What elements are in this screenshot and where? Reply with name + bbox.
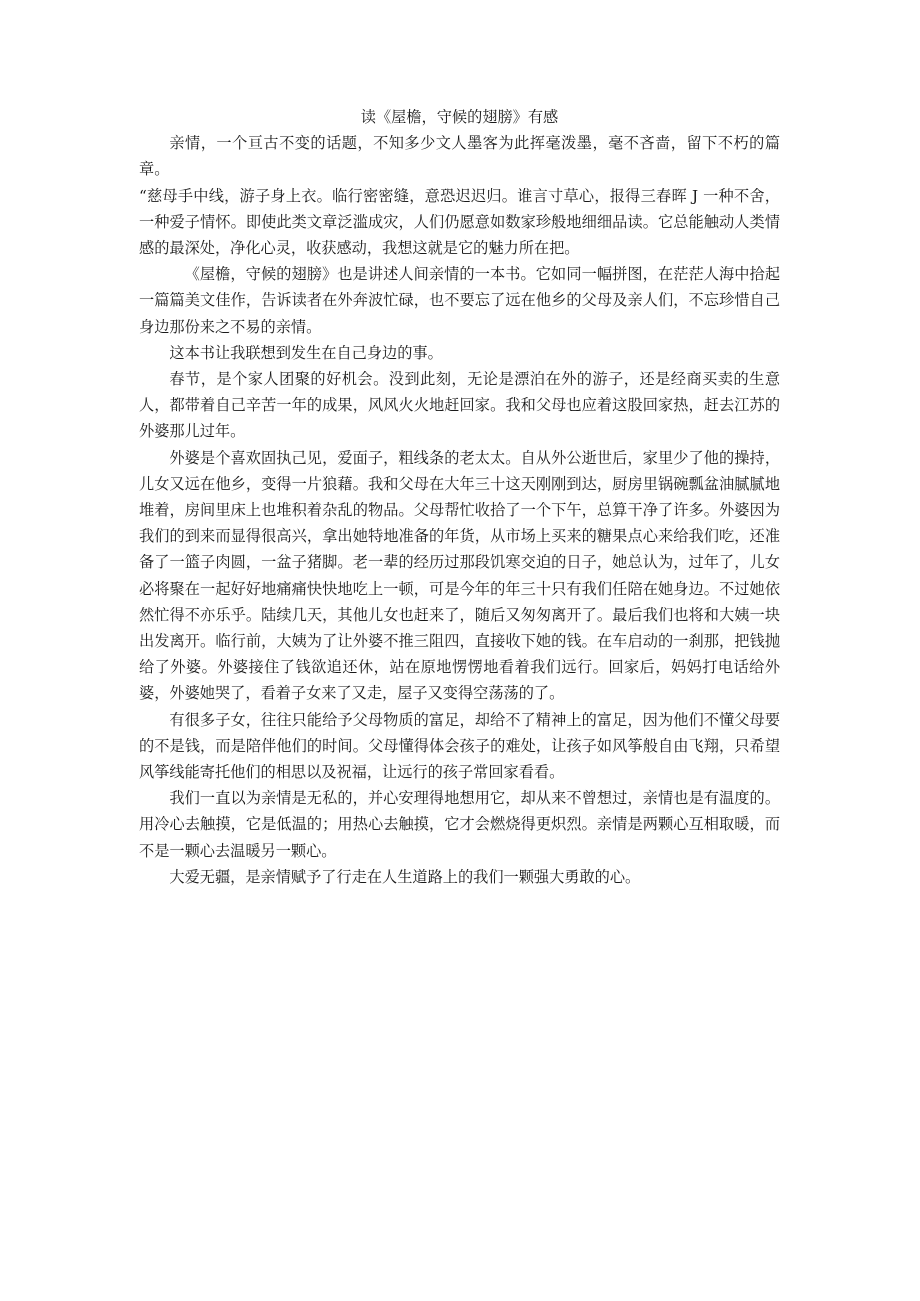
paragraph-2: “慈母手中线，游子身上衣。临行密密缝，意恐迟迟归。谁言寸草心，报得三春晖 J 一种不舍，一种爱子情怀。即使此类文章泛滥成灾，人们仍愿意如数家珍般地细细品读。它总能触动人类情感的最深处，净化心灵，收获感动，我想这就是它的魅力所在把。 — [139, 186, 780, 258]
paragraph-6: 外婆是个喜欢固执己见，爱面子，粗线条的老太太。自从外公逝世后，家里少了他的操持，儿女又远在他乡，变得一片狼藉。我和父母在大年三十这天刚刚到达，厨房里锅碗瓢盆油腻腻地堆着，房间里床上也堆积着杂乱的物品。父母帮忙收拾了一个下午，总算干净了许多。外婆因为我们的到来而显得很高兴，拿出她特地准备的年货，从市场上买来的糖果点心来给我们吃，还准备了一篮子肉圆，一盆子猪脚。老一辈的经历过那段饥寒交迫的日子，她总认为，过年了，儿女必将聚在一起好好地痛痛快快地吃上一顿，可是今年的年三十只有我们任陪在她身边。不过她依然忙得不亦乐乎。陆续几天，其他儿女也赶来了，随后又匆匆离开了。最后我们也将和大姨一块出发离开。临行前，大姨为了让外婆不推三阻四，直接收下她的钱。在车启动的一刹那，把钱抛给了外婆。外婆接住了钱欲追还休，站在原地愣愣地看着我们远行。回家后，妈妈打电话给外婆，外婆她哭了，看着子女来了又走，屋子又变得空荡荡的了。 — [139, 448, 780, 703]
paragraph-4: 这本书让我联想到发生在自己身边的事。 — [169, 343, 443, 362]
paragraph-8: 我们一直以为亲情是无私的，并心安理得地想用它，却从来不曾想过，亲情也是有温度的。用冷心去触摸，它是低温的；用热心去触摸，它才会燃烧得更炽烈。亲情是两颗心互相取暖，而不是一颗心去温暖另一颗心。 — [139, 789, 780, 860]
paragraph-1: 亲情，一个亘古不变的话题，不知多少文人墨客为此挥毫泼墨，毫不吝啬，留下不朽的篇章。 — [139, 134, 780, 179]
paragraph-7: 有很多子女，往往只能给予父母物质的富足，却给不了精神上的富足，因为他们不懂父母要的不是钱，而是陪伴他们的时间。父母懂得体会孩子的难处，让孩子如风筝般自由飞翔，只希望风筝线能寄托他们的相思以及祝福，让远行的孩子常回家看看。 — [139, 710, 780, 782]
paragraph-5: 春节，是个家人团聚的好机会。没到此刻，无论是漂泊在外的游子，还是经商买卖的生意人，都带着自己辛苦一年的成果，风风火火地赶回家。我和父母也应着这股回家热，赶去江苏的外婆那儿过年。 — [139, 370, 780, 441]
document-title: 读《屋檐，守候的翅膀》有感 — [360, 108, 559, 126]
document-body — [139, 104, 780, 890]
paragraph-3: 《屋檐，守候的翅膀》也是讲述人间亲情的一本书。它如同一幅拼图，在茫茫人海中拾起一篇篇美文佳作，告诉读者在外奔波忙碌，也不要忘了远在他乡的父母及亲人们，不忘珍惜自己身边那份来之不易的亲情。 — [139, 265, 780, 336]
paragraph-9: 大爱无疆，是亲情赋予了行走在人生道路上的我们一颗强大勇敢的心。 — [169, 867, 641, 886]
